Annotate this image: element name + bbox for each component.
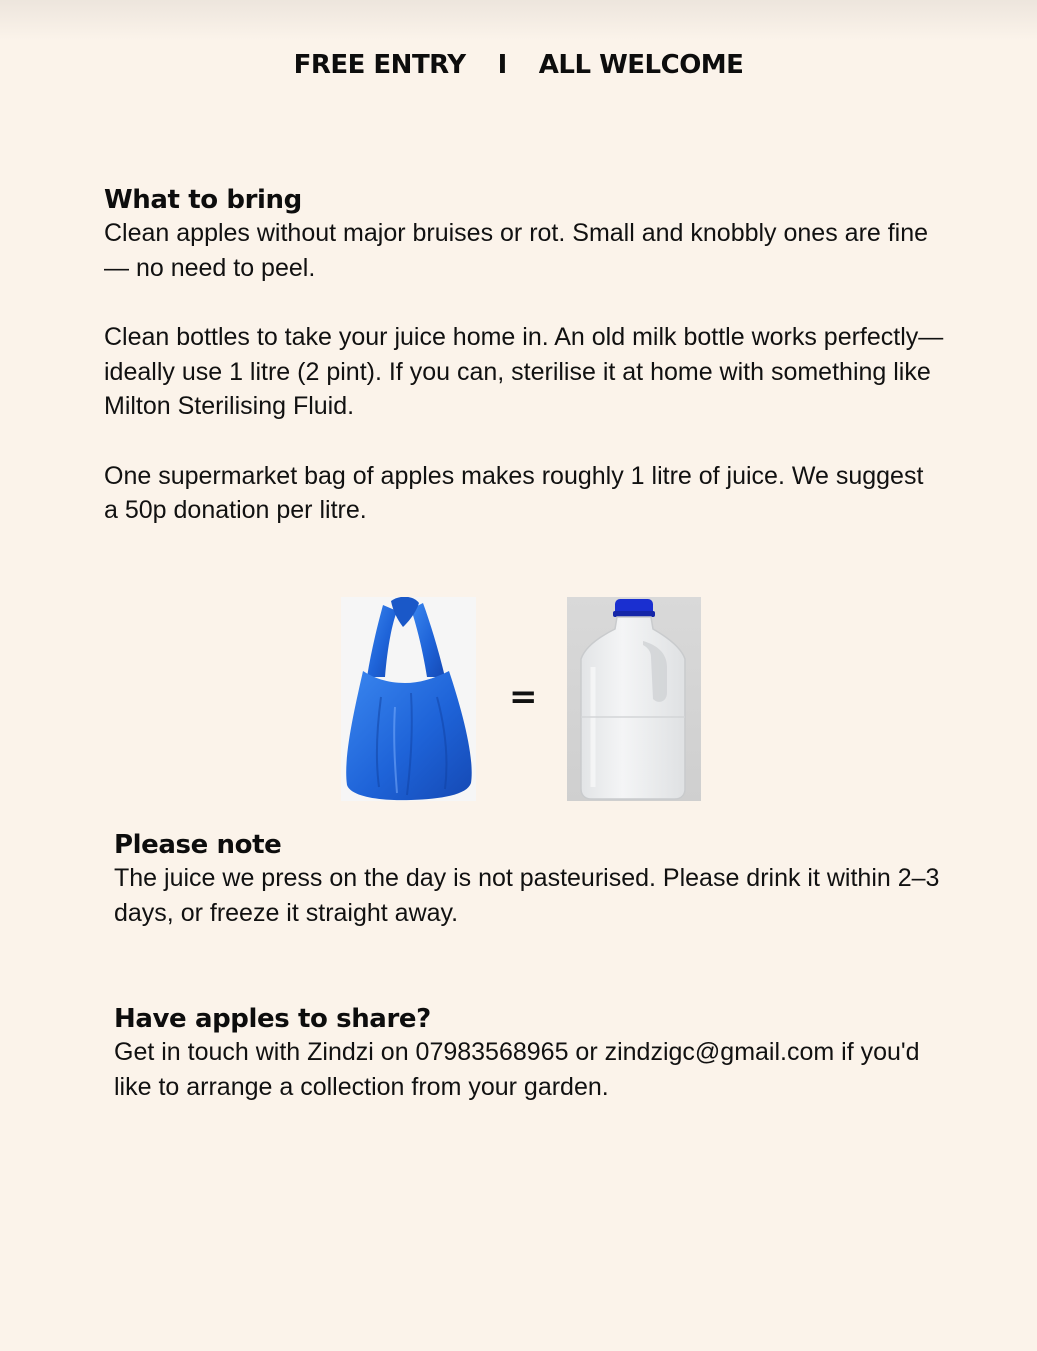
contact-paragraph: Get in touch with Zindzi on 07983568965 or zindzigc@gmail.com if you'd like to arrange a collection from your garden. xyxy=(114,1038,920,1101)
equals-sign: = xyxy=(509,677,538,717)
please-note-section xyxy=(114,829,954,930)
top-shadow xyxy=(0,0,1037,40)
all-welcome-label: ALL WELCOME xyxy=(538,50,744,80)
please-note-heading: Please note xyxy=(114,830,282,860)
blue-plastic-bag-icon xyxy=(341,597,476,801)
share-apples-heading: Have apples to share? xyxy=(114,1004,431,1034)
pasteurised-paragraph: The juice we press on the day is not pasteurised. Please drink it within 2–3 days, or freeze it straight away. xyxy=(114,864,940,927)
bag-equals-bottle-illustration xyxy=(341,597,701,801)
what-to-bring-heading: What to bring xyxy=(104,185,302,215)
bottles-paragraph: Clean bottles to take your juice home in. An old milk bottle works perfectly— ideally use 1 litre (2 pint). If you can, sterilise it at home with something like Milton Sterilising Fluid. xyxy=(104,323,944,420)
event-banner xyxy=(0,50,1037,80)
banner-separator: I xyxy=(497,50,507,80)
milk-bottle-icon xyxy=(567,597,701,801)
apples-paragraph: Clean apples without major bruises or rot. Small and knobbly ones are fine— no need to peel. xyxy=(104,219,929,282)
free-entry-label: FREE ENTRY xyxy=(293,50,466,80)
share-apples-section xyxy=(114,1003,954,1104)
donation-paragraph: One supermarket bag of apples makes roughly 1 litre of juice. We suggest a 50p donation per litre. xyxy=(104,461,924,524)
what-to-bring-section xyxy=(104,184,944,528)
